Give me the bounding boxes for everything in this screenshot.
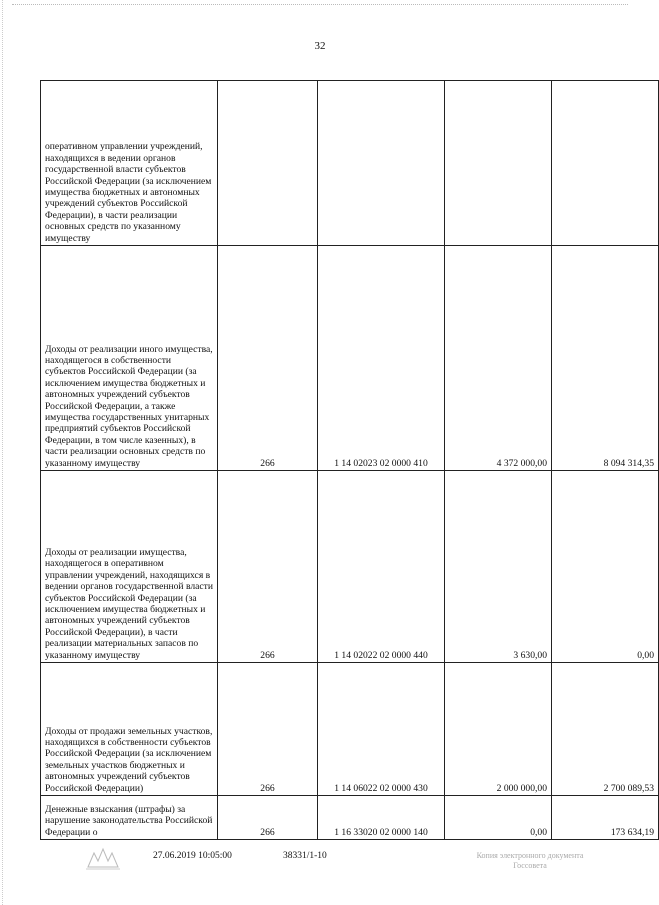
income-name-cell: Доходы от продажи земельных участков, находящихся в собственности субъектов Российской Федерации (за исключением земельных участков бюджетных и автономных учреждений субъектов Российской Федерации) xyxy=(41,663,218,796)
footer-datetime: 27.06.2019 10:05:00 xyxy=(153,851,232,861)
income-code-cell: 1 16 33020 02 0000 140 xyxy=(318,796,445,840)
income-code-cell: 1 14 02023 02 0000 410 xyxy=(318,246,445,471)
plan-amount-cell: 3 630,00 xyxy=(445,471,552,663)
admin-code-cell: 266 xyxy=(218,246,318,471)
fact-amount-cell xyxy=(552,81,659,246)
income-name-cell: Доходы от реализации имущества, находящегося в оперативном управлении учреждений, находящихся в ведении органов государственной власти субъектов Российской Федерации (за исключением имущества бюджетных и автономных учреждений субъектов Российской Федерации), в части реализации материальных запасов по указанному имуществу xyxy=(41,471,218,663)
table-row xyxy=(41,471,659,663)
plan-amount-cell: 4 372 000,00 xyxy=(445,246,552,471)
electronic-copy-stamp xyxy=(450,851,610,871)
income-name-cell: Доходы от реализации иного имущества, находящегося в собственности субъектов Российской Федерации (за исключением имущества бюджетных и автономных учреждений субъектов Российской Федерации, а также имущества государственных унитарных предприятий субъектов Российской Федерации, в том числе казенных), в части реализации основных средств по указанному имуществу xyxy=(41,246,218,471)
stamp-line-2: Госсовета xyxy=(513,861,547,870)
fact-amount-cell: 173 634,19 xyxy=(552,796,659,840)
income-name-cell: оперативном управлении учреждений, находящихся в ведении органов государственной власти субъектов Российской Федерации (за исключением имущества бюджетных и автономных учреждений субъектов Российской Федерации), в части реализации основных средств по указанному имуществу xyxy=(41,81,218,246)
page-footer xyxy=(0,851,640,891)
revenue-table xyxy=(40,80,659,840)
income-code-cell xyxy=(318,81,445,246)
table-row xyxy=(41,81,659,246)
table-row xyxy=(41,796,659,840)
admin-code-cell: 266 xyxy=(218,796,318,840)
admin-code-cell xyxy=(218,81,318,246)
plan-amount-cell: 2 000 000,00 xyxy=(445,663,552,796)
fact-amount-cell: 2 700 089,53 xyxy=(552,663,659,796)
left-scan-edge xyxy=(2,0,3,905)
fact-amount-cell: 8 094 314,35 xyxy=(552,246,659,471)
top-scan-edge xyxy=(12,4,628,5)
income-code-cell: 1 14 02022 02 0000 440 xyxy=(318,471,445,663)
footer-doc-number: 38331/1-10 xyxy=(283,851,327,861)
document-seal-icon xyxy=(84,845,122,871)
fact-amount-cell: 0,00 xyxy=(552,471,659,663)
plan-amount-cell xyxy=(445,81,552,246)
table-row xyxy=(41,663,659,796)
plan-amount-cell: 0,00 xyxy=(445,796,552,840)
income-name-cell: Денежные взыскания (штрафы) за нарушение законодательства Российской Федерации о xyxy=(41,796,218,840)
income-code-cell: 1 14 06022 02 0000 430 xyxy=(318,663,445,796)
stamp-line-1: Копия электронного документа xyxy=(476,851,584,860)
table-row xyxy=(41,246,659,471)
admin-code-cell: 266 xyxy=(218,471,318,663)
admin-code-cell: 266 xyxy=(218,663,318,796)
page-number: 32 xyxy=(314,40,326,52)
